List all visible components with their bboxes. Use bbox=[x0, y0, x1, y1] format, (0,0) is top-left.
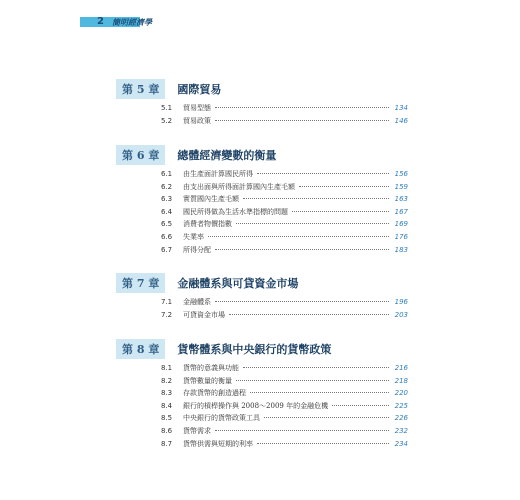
section-title: 可貸資金市場 bbox=[183, 310, 225, 319]
page-ref: 183 bbox=[394, 245, 408, 254]
section-title: 所得分配 bbox=[183, 245, 211, 254]
page-ref: 167 bbox=[394, 207, 408, 216]
leader-dots bbox=[215, 120, 389, 121]
section-title: 銀行的槓桿操作與 2008～2009 年的金融危機 bbox=[183, 401, 329, 410]
section-number: 6.6 bbox=[161, 232, 173, 241]
leader-dots bbox=[332, 405, 389, 406]
leader-dots bbox=[292, 211, 389, 212]
section-title: 由生產面計算國民所得 bbox=[183, 170, 253, 178]
chapter-7 bbox=[116, 274, 408, 321]
section-title: 失業率 bbox=[183, 232, 204, 241]
toc-entry[interactable] bbox=[116, 400, 408, 413]
toc-entry[interactable] bbox=[116, 168, 408, 181]
section-number: 8.6 bbox=[161, 426, 173, 435]
toc-entry[interactable] bbox=[116, 231, 408, 244]
leader-dots bbox=[243, 198, 389, 199]
section-title: 貨幣需求 bbox=[183, 426, 211, 435]
chapter-title: 金融體系與可貸資金市場 bbox=[177, 277, 299, 290]
section-number: 8.3 bbox=[161, 389, 173, 398]
leader-dots bbox=[257, 173, 389, 174]
section-number: 7.2 bbox=[161, 310, 173, 319]
page-ref: 226 bbox=[394, 414, 408, 423]
leader-dots bbox=[208, 236, 389, 237]
section-number: 6.1 bbox=[161, 170, 173, 178]
section-title: 金融體系 bbox=[183, 298, 211, 306]
toc-entry[interactable] bbox=[116, 181, 408, 194]
leader-dots bbox=[250, 392, 389, 393]
toc-entry[interactable] bbox=[116, 296, 408, 309]
leader-dots bbox=[215, 249, 389, 250]
section-title: 中央銀行的貨幣政策工具 bbox=[183, 414, 260, 423]
leader-dots bbox=[243, 367, 389, 368]
toc-entry[interactable] bbox=[116, 102, 408, 115]
section-number: 6.5 bbox=[161, 220, 173, 229]
leader-dots bbox=[299, 186, 389, 187]
page-ref: 218 bbox=[394, 376, 408, 385]
chapter-5 bbox=[116, 80, 408, 127]
leader-dots bbox=[229, 314, 389, 315]
page-ref: 234 bbox=[394, 439, 408, 448]
page-ref: 176 bbox=[394, 232, 408, 241]
page-number: 2 bbox=[97, 16, 104, 27]
section-number: 8.5 bbox=[161, 414, 173, 423]
page-ref: 216 bbox=[394, 364, 408, 372]
page-ref: 232 bbox=[394, 426, 408, 435]
toc-entry[interactable] bbox=[116, 244, 408, 257]
running-head-title: 簡明經濟學 bbox=[112, 17, 152, 27]
section-title: 貨幣的意義與功能 bbox=[183, 364, 239, 372]
toc-entry[interactable] bbox=[116, 362, 408, 375]
chapter-heading bbox=[116, 274, 408, 292]
chapter-title: 國際貿易 bbox=[177, 83, 222, 96]
chapter-badge: 第 5 章 bbox=[116, 79, 165, 99]
section-number: 8.7 bbox=[161, 439, 173, 448]
section-title: 消費者物價指數 bbox=[183, 220, 232, 229]
leader-dots bbox=[236, 223, 389, 224]
section-number: 6.2 bbox=[161, 182, 173, 191]
chapter-heading bbox=[116, 340, 408, 358]
page-ref: 134 bbox=[394, 104, 408, 112]
toc-entry[interactable] bbox=[116, 115, 408, 128]
section-number: 8.2 bbox=[161, 376, 173, 385]
section-number: 6.3 bbox=[161, 195, 173, 204]
chapter-heading bbox=[116, 80, 408, 98]
section-title: 貨幣供需與短期的利率 bbox=[183, 439, 253, 448]
chapter-badge: 第 7 章 bbox=[116, 273, 165, 293]
leader-dots bbox=[215, 301, 389, 302]
page-ref: 220 bbox=[394, 389, 408, 398]
leader-dots bbox=[215, 430, 389, 431]
section-number: 6.4 bbox=[161, 207, 173, 216]
toc-entry[interactable] bbox=[116, 375, 408, 388]
chapter-title: 總體經濟變數的衡量 bbox=[177, 149, 277, 162]
chapter-badge: 第 8 章 bbox=[116, 339, 165, 359]
chapter-6 bbox=[116, 146, 408, 256]
leader-dots bbox=[257, 443, 389, 444]
leader-dots bbox=[264, 417, 389, 418]
toc-entry[interactable] bbox=[116, 193, 408, 206]
toc-entry[interactable] bbox=[116, 412, 408, 425]
section-number: 5.1 bbox=[161, 104, 173, 112]
page-ref: 163 bbox=[394, 195, 408, 204]
page-ref: 156 bbox=[394, 170, 408, 178]
page-ref: 196 bbox=[394, 298, 408, 306]
chapter-heading bbox=[116, 146, 408, 164]
toc-entry[interactable] bbox=[116, 425, 408, 438]
toc-entry[interactable] bbox=[116, 206, 408, 219]
section-number: 8.1 bbox=[161, 364, 173, 372]
page-ref: 169 bbox=[394, 220, 408, 229]
section-number: 8.4 bbox=[161, 401, 173, 410]
section-title: 實質國內生產毛額 bbox=[183, 195, 239, 204]
chapter-badge: 第 6 章 bbox=[116, 145, 165, 165]
section-title: 存款貨幣的創造過程 bbox=[183, 389, 246, 398]
page-ref: 225 bbox=[394, 401, 408, 410]
section-title: 國民所得做為生活水準指標的問題 bbox=[183, 207, 288, 216]
toc-entry[interactable] bbox=[116, 309, 408, 322]
toc-entry[interactable] bbox=[116, 218, 408, 231]
page-ref: 203 bbox=[394, 310, 408, 319]
section-title: 貿易型態 bbox=[183, 104, 211, 112]
section-number: 6.7 bbox=[161, 245, 173, 254]
section-title: 貿易政策 bbox=[183, 116, 211, 125]
page-ref: 159 bbox=[394, 182, 408, 191]
chapter-title: 貨幣體系與中央銀行的貨幣政策 bbox=[177, 343, 332, 356]
toc-entry[interactable] bbox=[116, 387, 408, 400]
leader-dots bbox=[236, 380, 389, 381]
section-number: 7.1 bbox=[161, 298, 173, 306]
leader-dots bbox=[215, 107, 389, 108]
chapter-8 bbox=[116, 340, 408, 450]
page-ref: 146 bbox=[394, 116, 408, 125]
section-number: 5.2 bbox=[161, 116, 173, 125]
section-title: 由支出面與所得面計算國內生產毛額 bbox=[183, 182, 295, 191]
toc-entry[interactable] bbox=[116, 438, 408, 451]
section-title: 貨幣數量的衡量 bbox=[183, 376, 232, 385]
